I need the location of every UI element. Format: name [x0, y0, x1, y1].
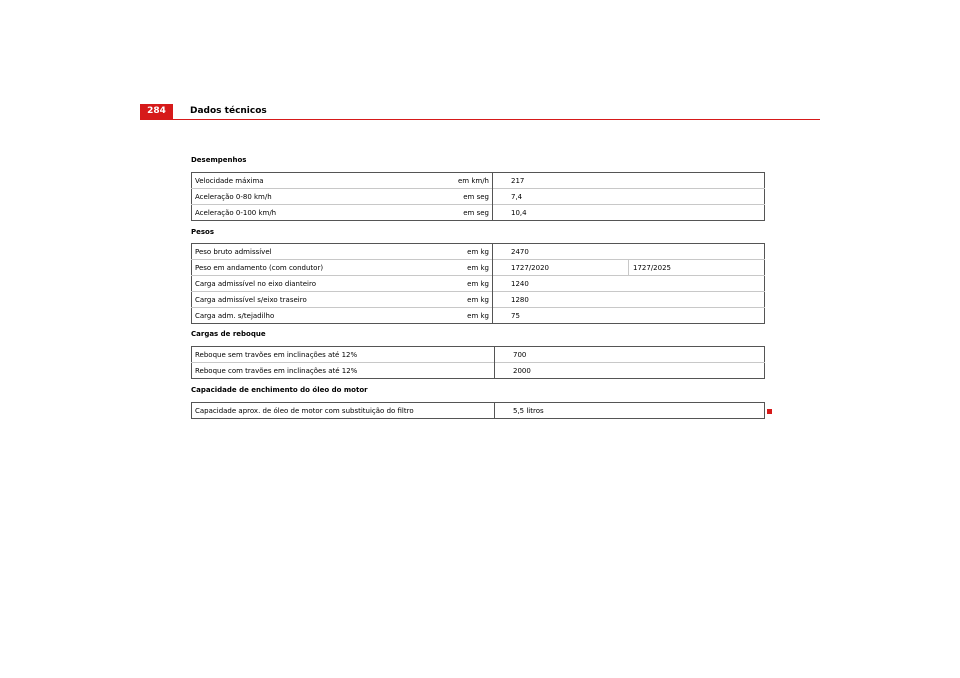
row-unit: em kg — [446, 260, 493, 276]
row-value: 7,4 — [493, 189, 765, 205]
table-row — [192, 205, 765, 221]
table-row — [192, 260, 765, 276]
row-desc: Carga admissível s/eixo traseiro — [192, 292, 447, 308]
row-desc: Reboque sem travões em inclinações até 12% — [192, 347, 495, 363]
row-value: 2470 — [511, 247, 529, 256]
table-row — [192, 244, 765, 260]
row-value: 10,4 — [493, 205, 765, 221]
row-unit: em seg — [446, 189, 493, 205]
table-row — [192, 347, 765, 363]
row-unit: em seg — [446, 205, 493, 221]
row-unit: em kg — [446, 244, 493, 260]
section-title-reboque: Cargas de reboque — [191, 330, 266, 338]
row-unit: em kg — [446, 276, 493, 292]
row-value-alt: 1727/2025 — [629, 260, 765, 276]
row-value: 1727/2020 — [493, 260, 629, 276]
row-value: 1240 — [493, 276, 765, 292]
row-value: 1280 — [493, 292, 765, 308]
row-unit: em km/h — [446, 173, 493, 189]
row-desc: Peso em andamento (com condutor) — [192, 260, 447, 276]
row-desc: Peso bruto admissível — [195, 247, 272, 256]
row-value: 217 — [511, 176, 525, 185]
section-title-pesos: Pesos — [191, 228, 215, 236]
table-row — [192, 363, 765, 379]
row-desc: Velocidade máxima — [195, 176, 264, 185]
page-header — [140, 104, 820, 120]
section-title-oleo: Capacidade de enchimento do óleo do motor — [191, 386, 368, 394]
row-desc: Carga admissível no eixo dianteiro — [192, 276, 447, 292]
table-reboque — [191, 346, 765, 379]
table-row — [192, 403, 765, 419]
section-title-desempenhos: Desempenhos — [191, 156, 247, 164]
row-desc: Aceleração 0-100 km/h — [192, 205, 447, 221]
row-desc: Aceleração 0-80 km/h — [192, 189, 447, 205]
row-desc: Reboque com travões em inclinações até 12% — [192, 363, 495, 379]
table-pesos — [191, 243, 765, 324]
table-row — [192, 292, 765, 308]
row-desc: Capacidade aprox. de óleo de motor com substituição do filtro — [192, 403, 495, 419]
chapter-title: Dados técnicos — [190, 106, 267, 116]
table-desempenhos — [191, 172, 765, 221]
row-value: 75 — [493, 308, 765, 324]
row-unit: em kg — [446, 292, 493, 308]
table-row — [192, 173, 765, 189]
row-value: 700 — [513, 350, 527, 359]
row-value: 2000 — [495, 363, 765, 379]
row-unit: em kg — [446, 308, 493, 324]
end-of-section-marker — [767, 409, 772, 414]
table-row — [192, 189, 765, 205]
row-value: 5,5 litros — [513, 406, 544, 415]
table-row — [192, 276, 765, 292]
table-row — [192, 308, 765, 324]
page-number: 284 — [140, 104, 173, 119]
row-desc: Carga adm. s/tejadilho — [192, 308, 447, 324]
table-oleo — [191, 402, 765, 419]
